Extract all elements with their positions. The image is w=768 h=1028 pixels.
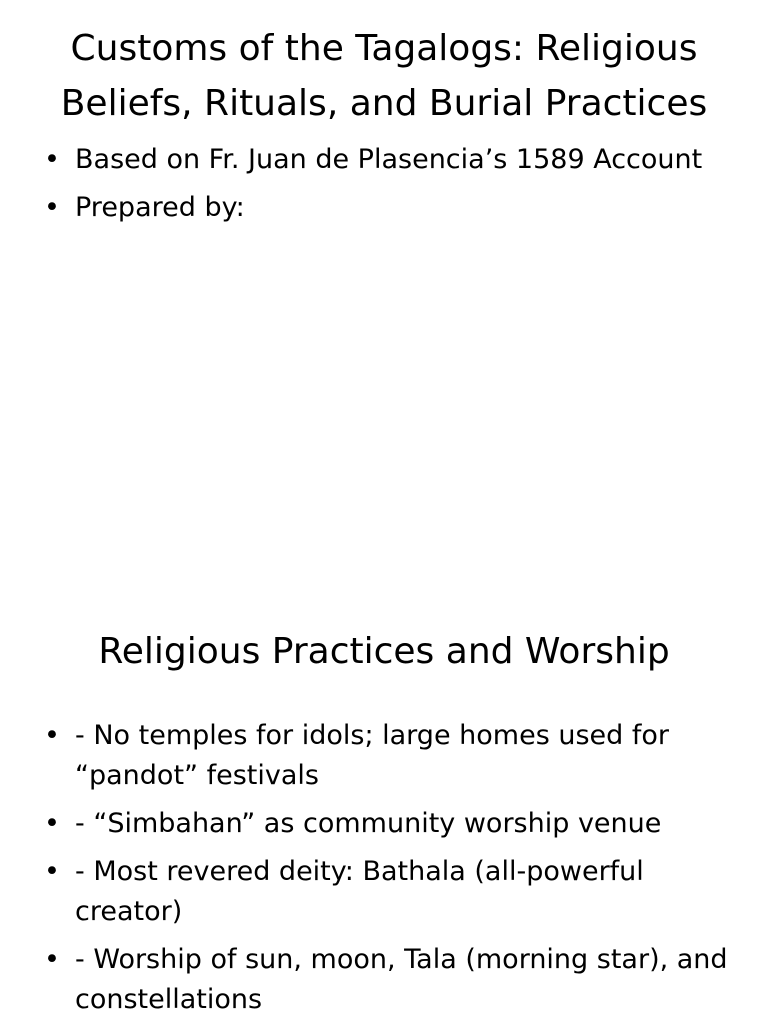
bullet-icon: • [44,856,60,887]
bullet-list [40,716,730,1028]
list-item [40,804,730,844]
bullet-icon: • [44,144,60,175]
list-item [40,852,730,932]
list-item [40,139,730,180]
bullet-text: Based on Fr. Juan de Plasencia’s 1589 Account [75,144,703,175]
bullet-list [40,139,730,235]
bullet-text: - No temples for idols; large homes used for “pandot” festivals [75,720,669,791]
list-item [40,940,730,1020]
bullet-icon: • [44,192,60,223]
slide-title: Religious Practices and Worship [98,631,670,672]
bullet-icon: • [44,808,60,839]
list-item [40,187,730,228]
bullet-text: - “Simbahan” as community worship venue [75,808,662,839]
bullet-icon: • [44,944,60,975]
list-item [40,716,730,796]
bullet-text: - Worship of sun, moon, Tala (morning star), and constellations [75,944,728,1015]
bullet-icon: • [44,720,60,751]
bullet-text: - Most revered deity: Bathala (all-powerful creator) [75,856,644,927]
slide-religious-practices [0,604,768,1024]
slide-title: Customs of the Tagalogs: Religious Beliefs, Rituals, and Burial Practices [60,28,708,124]
bullet-text: Prepared by: [75,192,245,223]
